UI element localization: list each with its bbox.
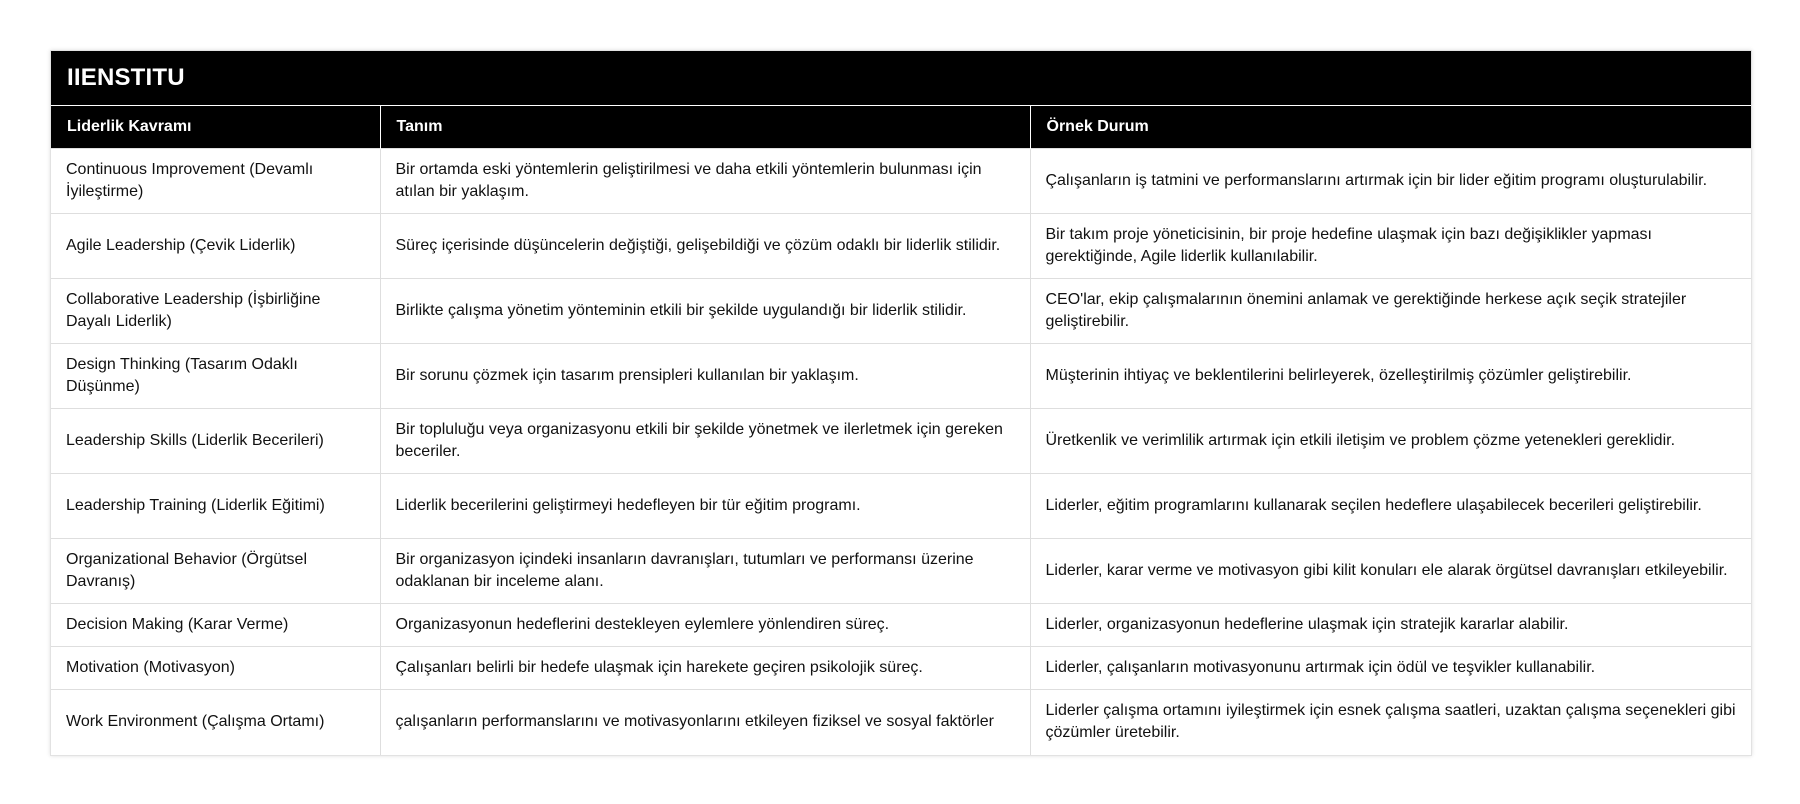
concept-cell: Organizational Behavior (Örgütsel Davranış): [51, 539, 380, 604]
leadership-concepts-table: [51, 105, 1751, 755]
table-row: [51, 539, 1751, 604]
table-row: [51, 647, 1751, 690]
definition-cell: Organizasyonun hedeflerini destekleyen eylemlere yönlendiren süreç.: [380, 604, 1030, 647]
header-definition: Tanım: [380, 106, 1030, 149]
table-row: [51, 604, 1751, 647]
definition-cell: çalışanların performanslarını ve motivasyonlarını etkileyen fiziksel ve sosyal faktörler: [380, 690, 1030, 755]
concept-cell: Decision Making (Karar Verme): [51, 604, 380, 647]
table-row: [51, 690, 1751, 755]
table-header-row: [51, 106, 1751, 149]
concept-cell: Design Thinking (Tasarım Odaklı Düşünme): [51, 344, 380, 409]
example-cell: CEO'lar, ekip çalışmalarının önemini anlamak ve gerektiğinde herkese açık seçik stratejiler geliştirebilir.: [1030, 279, 1751, 344]
example-cell: Çalışanların iş tatmini ve performanslarını artırmak için bir lider eğitim programı oluşturulabilir.: [1030, 149, 1751, 214]
concept-cell: Work Environment (Çalışma Ortamı): [51, 690, 380, 755]
definition-cell: Bir organizasyon içindeki insanların davranışları, tutumları ve performansı üzerine odaklanan bir inceleme alanı.: [380, 539, 1030, 604]
example-cell: Liderler, karar verme ve motivasyon gibi kilit konuları ele alarak örgütsel davranışları etkileyebilir.: [1030, 539, 1751, 604]
example-cell: Liderler çalışma ortamını iyileştirmek için esnek çalışma saatleri, uzaktan çalışma seçenekleri gibi çözümler üretebilir.: [1030, 690, 1751, 755]
concept-cell: Continuous Improvement (Devamlı İyileştirme): [51, 149, 380, 214]
table-row: [51, 149, 1751, 214]
table-row: [51, 474, 1751, 539]
example-cell: Bir takım proje yöneticisinin, bir proje hedefine ulaşmak için bazı değişiklikler yapması gerektiğinde, Agile liderlik kullanılabilir.: [1030, 214, 1751, 279]
header-example: Örnek Durum: [1030, 106, 1751, 149]
table-row: [51, 279, 1751, 344]
concept-cell: Agile Leadership (Çevik Liderlik): [51, 214, 380, 279]
definition-cell: Birlikte çalışma yönetim yönteminin etkili bir şekilde uygulandığı bir liderlik stilidir.: [380, 279, 1030, 344]
definition-cell: Bir sorunu çözmek için tasarım prensipleri kullanılan bir yaklaşım.: [380, 344, 1030, 409]
definition-cell: Çalışanları belirli bir hedefe ulaşmak için harekete geçiren psikolojik süreç.: [380, 647, 1030, 690]
concept-cell: Leadership Training (Liderlik Eğitimi): [51, 474, 380, 539]
definition-cell: Bir ortamda eski yöntemlerin geliştirilmesi ve daha etkili yöntemlerin bulunması için atılan bir yaklaşım.: [380, 149, 1030, 214]
table-row: [51, 344, 1751, 409]
table-row: [51, 214, 1751, 279]
example-cell: Üretkenlik ve verimlilik artırmak için etkili iletişim ve problem çözme yetenekleri gereklidir.: [1030, 409, 1751, 474]
definition-cell: Süreç içerisinde düşüncelerin değiştiği, gelişebildiği ve çözüm odaklı bir liderlik stilidir.: [380, 214, 1030, 279]
table-row: [51, 409, 1751, 474]
leadership-table-container: [50, 50, 1752, 756]
definition-cell: Liderlik becerilerini geliştirmeyi hedefleyen bir tür eğitim programı.: [380, 474, 1030, 539]
concept-cell: Motivation (Motivasyon): [51, 647, 380, 690]
definition-cell: Bir topluluğu veya organizasyonu etkili bir şekilde yönetmek ve ilerletmek için gereken beceriler.: [380, 409, 1030, 474]
concept-cell: Leadership Skills (Liderlik Becerileri): [51, 409, 380, 474]
example-cell: Liderler, çalışanların motivasyonunu artırmak için ödül ve teşvikler kullanabilir.: [1030, 647, 1751, 690]
example-cell: Liderler, organizasyonun hedeflerine ulaşmak için stratejik kararlar alabilir.: [1030, 604, 1751, 647]
example-cell: Müşterinin ihtiyaç ve beklentilerini belirleyerek, özelleştirilmiş çözümler geliştirebilir.: [1030, 344, 1751, 409]
table-caption: IIENSTITU: [51, 51, 1751, 105]
header-concept: Liderlik Kavramı: [51, 106, 380, 149]
concept-cell: Collaborative Leadership (İşbirliğine Dayalı Liderlik): [51, 279, 380, 344]
example-cell: Liderler, eğitim programlarını kullanarak seçilen hedeflere ulaşabilecek becerileri geliştirebilir.: [1030, 474, 1751, 539]
